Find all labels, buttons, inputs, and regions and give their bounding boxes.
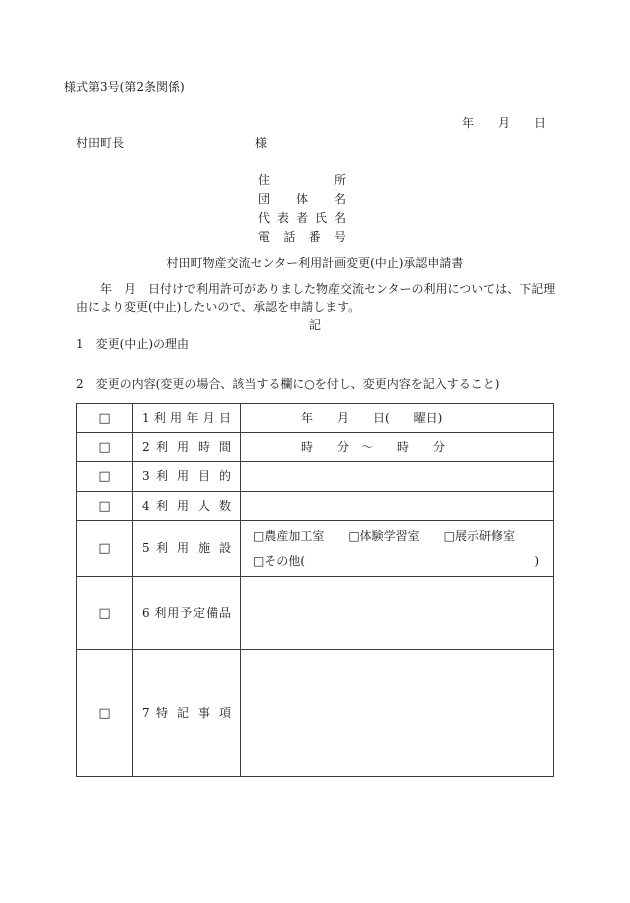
body-text-line2: 由により変更(中止)したいので、承認を申請します。 <box>76 300 361 314</box>
row5-content <box>241 521 554 577</box>
checkbox-icon: □ <box>98 541 111 556</box>
row6-content <box>241 577 554 650</box>
row4-label: 4 利 用 人 数 <box>133 492 241 521</box>
facility-options: □農産加工室 □体験学習室 □展示研修室 <box>253 529 516 543</box>
checkbox-icon: □ <box>98 705 111 721</box>
item2-heading: 2 変更の内容(変更の場合、該当する欄に○を付し、変更内容を記入すること) <box>76 377 500 391</box>
applicant-field-phone: 電 話 番 号 <box>258 230 346 244</box>
row6-label: 6 利用予定備品 <box>133 577 241 650</box>
record-mark: 記 <box>308 318 321 332</box>
row3-content <box>241 462 554 492</box>
addressee-honorific: 様 <box>255 136 268 150</box>
addressee-line <box>76 136 476 151</box>
applicant-field-representative: 代表者氏名 <box>258 211 346 225</box>
table-row-usage-facility <box>77 521 554 577</box>
date-line: 年 月 日 <box>461 116 546 130</box>
table-row-usage-date <box>77 404 554 433</box>
checkbox-icon: □ <box>98 469 111 484</box>
row3-checkbox-cell <box>77 462 133 492</box>
row6-checkbox-cell <box>77 577 133 650</box>
row2-checkbox-cell <box>77 433 133 462</box>
addressee-name: 村田町長 <box>76 136 125 150</box>
checkbox-icon: □ <box>98 498 111 514</box>
body-text-line1: 年 月 日付けで利用許可がありました物産交流センターの利用については、下記理 <box>76 282 556 296</box>
facility-other-close-paren: ) <box>534 554 539 568</box>
checkbox-icon: □ <box>98 410 111 426</box>
row7-checkbox-cell <box>77 650 133 777</box>
row1-label: 1 利 用 年 月 日 <box>133 404 241 433</box>
row2-content: 時 分 ～ 時 分 <box>241 433 554 462</box>
applicant-field-address: 住 所 <box>258 173 346 187</box>
applicant-field-organization: 団 体 名 <box>258 192 346 206</box>
row1-checkbox-cell <box>77 404 133 433</box>
table-row-special-notes <box>77 650 554 777</box>
facility-other-label: □その他( <box>253 554 306 568</box>
checkbox-icon: □ <box>98 439 111 455</box>
row7-content <box>241 650 554 777</box>
change-details-table <box>76 403 554 777</box>
table-row-usage-purpose <box>77 462 554 492</box>
row2-label: 2 利 用 時 間 <box>133 433 241 462</box>
row4-content <box>241 492 554 521</box>
facility-other <box>247 549 547 576</box>
row5-checkbox-cell <box>77 521 133 577</box>
row4-checkbox-cell <box>77 492 133 521</box>
checkbox-icon: □ <box>98 605 111 621</box>
row7-label: 7 特 記 事 項 <box>133 650 241 777</box>
row1-content: 年 月 日( 曜日) <box>241 404 554 433</box>
table-row-planned-equipment <box>77 577 554 650</box>
applicant-fields <box>258 171 346 247</box>
document-title: 村田町物産交流センター利用計画変更(中止)承認申請書 <box>166 256 464 270</box>
row5-label: 5 利 用 施 設 <box>133 521 241 577</box>
row3-label: 3 利 用 目 的 <box>133 462 241 492</box>
table-row-usage-headcount <box>77 492 554 521</box>
item1-heading: 1 変更(中止)の理由 <box>76 337 189 351</box>
form-number: 様式第3号(第2条関係) <box>64 80 185 94</box>
table-row-usage-time <box>77 433 554 462</box>
